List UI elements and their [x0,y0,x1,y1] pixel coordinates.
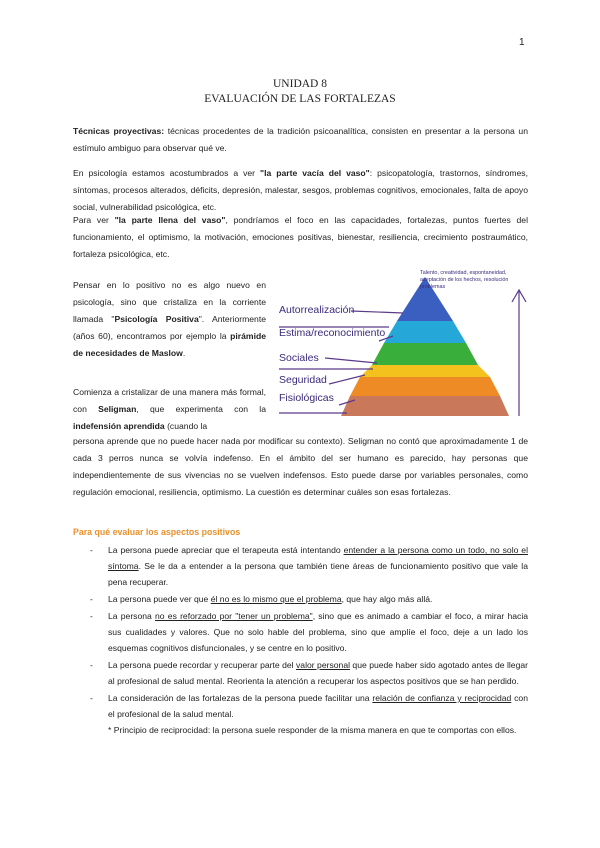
emphasis: "la parte vacía del vaso" [260,168,370,178]
paragraph-text: . [182,348,186,358]
paragraph-seligman [73,384,266,435]
title-line-2: EVALUACIÓN DE LAS FORTALEZAS [204,93,396,105]
paragraph-psicologia-positiva [73,277,266,362]
item-text: La persona puede apreciar que el terapeuta está intentando [108,545,344,555]
item-underlined: él no es lo mismo que el problema [210,594,342,604]
title-line-1: UNIDAD 8 [273,78,327,90]
item-underlined: valor personal [296,660,351,670]
pyramid-label: Autorrealización [279,304,355,316]
pyramid-label: Sociales [279,352,319,364]
emphasis: pirámide de necesidades de Maslow [73,331,266,358]
paragraph-indefension: persona aprende que no puede hacer nada por modificar su contexto). Seligman no contó que aproximadamente 1 de cada 3 perros nunca se volvía indefenso. En el ámbito del ser humano es parecido, hay personas que independientemente de sus vivencias no se vuelven indefensos. Esto puede darse por variables personales, como regulación emocional, resiliencia, optimismo. La cuestión es determinar cuáles son esas fortalezas. [73,436,528,497]
paragraph-tecnicas-proyectivas [73,123,528,157]
page-number: 1 [519,37,525,48]
item-text: La persona puede ver que [108,594,211,604]
item-text: que puede haber sido agotado antes de llegar al profesional de salud mental. Reorienta la atención a recuperar los aspectos positivos que se han perdido. [108,660,529,686]
item-text: . Se le da a entender a la persona que también tiene áreas de funcionamiento positivo que vale la pena recuperar. [108,561,528,587]
pyramid-label: Estima/reconocimiento [279,327,386,339]
item-text: La consideración de las fortalezas de la persona puede facilitar una [108,693,373,703]
pyramid-level-esteem [384,321,466,343]
pyramid-top-note-text: Talento, creatividad, espontaneidad, aceptación de los hechos, resolución problemas [420,270,509,290]
section-heading: Para qué evaluar los aspectos positivos [73,527,241,537]
maslow-pyramid-figure [265,268,535,420]
pyramid-level-physiological [341,396,509,416]
pyramid-top-note [420,270,532,310]
list-item [73,690,528,722]
item-text: La persona [108,611,156,621]
term-label: Técnicas proyectivas: [73,126,165,136]
list-item [73,591,528,607]
item-underlined: relación de confianza y reciprocidad [372,693,512,703]
paragraph-text: Para ver [73,215,115,225]
pyramid-level-safety [350,377,500,396]
paragraph-text: , que experimenta con la [136,404,266,414]
item-text: , que hay algo más allá. [341,594,433,604]
item-text: con el profesional de la salud mental. [108,693,528,719]
item-text: La persona puede recordar y recuperar parte del [108,660,296,670]
paragraph-text: Comienza a cristalizar de una manera más formal, con [73,387,266,414]
pyramid-label: Fisiológicas [279,392,334,404]
emphasis: Psicología Positiva [114,314,199,324]
list-item [73,657,528,689]
paragraph-text: En psicología estamos acostumbrados a ver [73,168,261,178]
item-underlined: no es reforzado por "tener un problema" [155,611,313,621]
emphasis: "la parte llena del vaso" [114,215,226,225]
paragraph-text: , pondríamos el foco en las capacidades, fortalezas, puntos fuertes del funcionamiento, el optimismo, la motivación, emociones positivas, bienestar, resiliencia, crecimiento postraumático, fortaleza psicológica, etc. [73,215,528,259]
paragraph-text: (cuando la [164,421,208,431]
reasons-list [73,542,528,738]
emphasis: Seligman [98,404,137,414]
list-item [73,608,528,656]
paragraph-parte-llena [73,212,528,263]
page-title [0,77,600,107]
paragraph-text: Pensar en lo positivo no es algo nuevo en psicología, sino que cristaliza en la corriente llamada " [73,280,266,324]
pyramid-label: Seguridad [279,374,327,386]
reciprocity-note: * Principio de reciprocidad: la persona suele responder de la misma manera en que te comportas con ellos. [108,725,517,735]
item-underlined: entender a la persona como un todo, no solo el síntoma [108,545,528,571]
item-text: , sino que es animado a cambiar el foco, a mirar hacia sus cualidades y valores. Que no solo hable del problema, sino que amplíe el foco, deje a un lado los esquemas cognitivos disfuncionales, y se centre en lo positivo. [108,611,529,653]
paragraph-parte-vacia [73,165,528,216]
paragraph-text: : psicopatología, trastornos, síndromes, síntomas, procesos alterados, déficits, depresión, malestar, sesgos, problemas cognitivos, emocionales, falta de apoyo social, vulnerabilidad psicológica, etc. [73,168,528,212]
pyramid-level-social [372,343,478,365]
paragraph-text: ". Anteriormente (años 60), encontramos por ejemplo la [73,314,266,341]
emphasis: indefensión aprendida [73,421,165,431]
list-item [73,542,528,590]
pyramid-level-safety-top [360,365,490,377]
paragraph-text: técnicas procedentes de la tradición psicoanalítica, consisten en presentar a la persona un estímulo ambiguo para observar qué ve. [73,126,528,153]
